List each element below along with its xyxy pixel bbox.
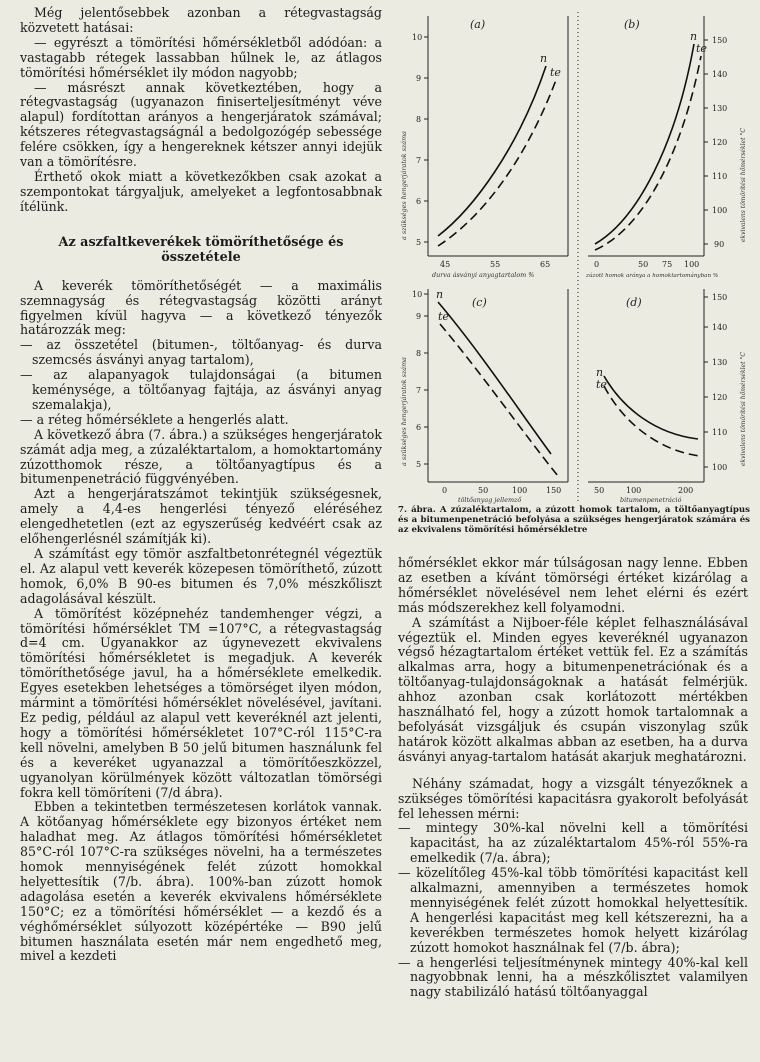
a-tick-9: 9 <box>416 74 422 83</box>
a-tick-10: 10 <box>412 33 423 42</box>
paragraph: Érthető okok miatt a következőkben csak azokat a szempontokat tárgyaljuk, amelyeket a legfontosabbnak ítélünk. <box>20 168 382 214</box>
c-xtick-0: 0 <box>442 486 448 495</box>
list-item: — az összetétel (bitumen-, töltőanyag- és durva szemcsés ásványi anyag tartalom), <box>20 337 382 368</box>
paragraph: A számítást a Nijboer-féle képlet felhasználásával végeztük el. Minden egyes keveréknél ugyanazon végső hézagtartalom értéket vettük fel. Ez a számítás alkalmas arra, hogy a bitumenpenetrációnak és a töltőanyag-tulajdonságoknak a hatását felmérjük. ahhoz azonban csak korlátozott mértékben használható fel, hogy a zúzott homok tartalomnak a befolyását vizsgáljuk és csupán viszonylag szűk határok között alkalmas abban az esetben, ha a durva ásványi anyag-tartalom hatását akarjuk meghatározni. <box>398 614 748 764</box>
d-rtick-150: 150 <box>712 293 728 302</box>
list-item: — a hengerlési teljesítménynek mintegy 40%-kal kell nagyobbnak lenni, ha a mészkőlisztet valamilyen nagy stabilizáló hatású töltőanyaggal <box>398 954 748 1000</box>
curve-label-d-n: n <box>596 366 604 379</box>
panel-label-b: (b) <box>624 18 640 31</box>
panel-label-c: (c) <box>472 296 487 309</box>
paragraph-gap <box>398 765 748 777</box>
curve-b-n <box>595 44 694 244</box>
b-xtick-100: 100 <box>684 260 700 269</box>
b-xlabel: zúzott homok aránya a homoktartományban % <box>586 273 719 279</box>
curve-label-c-te: te <box>438 310 449 323</box>
b-rtick-100: 100 <box>712 206 728 215</box>
b-rtick-150: 150 <box>712 36 728 45</box>
c-tick-9: 9 <box>416 312 422 321</box>
section-heading: Az aszfaltkeverékek tömöríthetősége és összetétele <box>58 234 344 265</box>
d-rtick-110: 110 <box>712 428 728 437</box>
d-xtick-100: 100 <box>626 486 642 495</box>
curve-label-b-te: te <box>696 42 707 55</box>
curve-d-n <box>604 376 698 439</box>
paragraph: A számítást egy tömör aszfaltbetonrétegnél végeztük el. Az alapul vett keverék közepesen tömöríthető, zúzott homok, 6,0% B 90-es bitumen és 7,0% mészkőliszt adagolásával készült. <box>20 546 382 606</box>
d-rtick-120: 120 <box>712 393 728 402</box>
curve-label-a-te: te <box>550 66 561 79</box>
a-ylabel: a szükséges hengerjáratok száma <box>400 131 408 240</box>
curve-label-d-te: te <box>596 378 607 391</box>
b-xtick-50: 50 <box>638 260 649 269</box>
paragraph: hőmérséklet ekkor már túlságosan nagy lenne. Ebben az esetben a kívánt tömörségi értéket kizárólag a hőmérséklet növelésével nem lehet elérni és ezért más módszerekhez kell folyamodni. <box>398 555 748 615</box>
list-item: — mintegy 30%-kal növelni kell a tömörítési kapacitást, ha az zúzaléktartalom 45%-ról 55%-ra emelkedik (7/a. ábra); <box>398 820 748 866</box>
c-tick-5: 5 <box>416 460 422 469</box>
a-xlabel: durva ásványi anyagtartalom % <box>432 271 535 279</box>
c-tick-6: 6 <box>416 423 422 432</box>
b-rtick-120: 120 <box>712 138 728 147</box>
right-column <box>398 556 748 1000</box>
c-xtick-50: 50 <box>478 486 489 495</box>
paragraph: A tömörítést középnehéz tandemhenger végzi, a tömörítési hőmérséklet TM =107°C, a rétegvastagság d=4 cm. Ugyanakkor az úgynevezett ekvivalens tömörítési hőmérsékletet is megadjuk. A keverék tömöríthetősége javul, ha a hőmérséklete emelkedik. Egyes esetekben lehetséges a tömörséget ilyen módon, mármint a tömörítési hőmérséklet növelésével, javítani. Ez pedig, például az alapul vett keveréknél azt jelenti, hogy a tömörítési hőmérsékletet 107°C-ról 115°C-ra kell növelni, amelyben B 50 jelű bitumen használunk fel és a keveréket ugyanazzal a tömörítőeszközzel, ugyanolyan körülmények között változatlan tömörségi fokra kell tömöríteni (7/d ábra). <box>20 605 382 800</box>
figure-caption: 7. ábra. A zúzaléktartalom, a zúzott homok tartalom, a töltőanyagtípus és a bitumenpenetráció befolyása a szükséges hengerjáratok számára és az ekvivalens tömörítési hőmérsékletre <box>398 505 750 535</box>
c-xlabel: töltőanyag jellemző <box>458 496 522 504</box>
d-xtick-200: 200 <box>678 486 694 495</box>
list-item: — az alapanyagok tulajdonságai (a bitumen keménysége, a töltőanyag fajtája, az ásványi anyag szemalakja), <box>20 367 382 412</box>
panel-label-a: (a) <box>470 18 486 31</box>
c-tick-8: 8 <box>416 349 422 358</box>
panel-label-d: (d) <box>626 296 642 309</box>
c-tick-10: 10 <box>412 290 423 299</box>
left-column <box>20 6 382 964</box>
d-rtick-140: 140 <box>712 323 728 332</box>
paragraph: Azt a hengerjáratszámot tekintjük szükségesnek, amely a 4,4-es hengerlési tényező eléréséhez elengedhetetlen (ezt az egyszerűség kedvéért csak az előhengerlésnél számítják ki). <box>20 486 382 547</box>
curve-label-c-n: n <box>436 288 444 301</box>
b-ylabel: ekvivalens tömörítési hőmérséklet °C <box>740 128 747 242</box>
paragraph: — egyrészt a tömörítési hőmérsékletből adódóan: a vastagabb rétegek lassabban hűlnek le, az átlagos tömörítési hőmérséklet ily módon nagyobb; <box>20 34 382 80</box>
list-item: — közelítőleg 45%-kal több tömörítési kapacitást kell alkalmazni, amennyiben a természetes homok mennyiségének felét zúzott homokkal helyettesítik. A hengerlési kapacitást meg kell kétszerezni, ha a keverékben természetes homok helyett kizárólag zúzott homokot használnak fel (7/b. ábra); <box>398 865 748 955</box>
curve-label-a-n: n <box>540 52 548 65</box>
list-item: — a réteg hőmérséklete a hengerlés alatt. <box>20 411 289 427</box>
a-tick-8: 8 <box>416 115 422 124</box>
paragraph: Ebben a tekintetben természetesen korlátok vannak. A kötőanyag hőmérséklete egy bizonyos értéket nem haladhat meg. Az átlagos tömörítési hőmérsékletet 85°C-ról 107°C-ra szükséges növelni, ha a természetes homok mennyiségének felét zúzott homokkal helyettesítik (7/b. ábra). 100%-ban zúzott homok adagolása esetén a keverék ekvivalens hőmérséklete 150°C; ez a tömörítési hőmérséklet — a kezdő és a véghőmérséklet súlyozott középértéke — B90 jelű bitumen használata esetén már nem engedhető meg, mivel a kezdeti <box>20 799 382 964</box>
curve-c-n <box>438 302 551 454</box>
a-xtick-55: 55 <box>490 260 501 269</box>
b-xtick-75: 75 <box>662 260 673 269</box>
a-tick-5: 5 <box>416 238 422 247</box>
paragraph: Még jelentősebbek azonban a rétegvastagság közvetett hatásai: <box>20 5 382 35</box>
curve-a-n <box>438 66 546 236</box>
paragraph: Néhány számadat, hogy a vizsgált tényezőknek a szükséges tömörítési kapacitásra gyakorolt befolyását fel lehessen mérni: <box>398 775 748 821</box>
c-xtick-100: 100 <box>512 486 528 495</box>
b-rtick-90: 90 <box>714 240 725 249</box>
d-xtick-50: 50 <box>594 486 605 495</box>
c-ylabel: a szükséges hengerjáratok száma <box>400 357 408 466</box>
paragraph: A következő ábra (7. ábra.) a szükséges hengerjáratok számát adja meg, a zúzaléktartalom, a homoktartomány zúzotthomok része, a töltőanyagtípus és a bitumenpenetráció függvényében. <box>20 426 382 487</box>
paragraph: A keverék tömöríthetőségét — a maximális szemnagyság és rétegvastagság közötti arányt figyelmen kívül hagyva — a következő tényezők határozzák meg: <box>20 277 382 338</box>
b-rtick-110: 110 <box>712 172 728 181</box>
figure-7 <box>398 4 752 504</box>
b-xtick-0: 0 <box>594 260 600 269</box>
d-rtick-130: 130 <box>712 358 728 367</box>
c-tick-7: 7 <box>416 386 422 395</box>
b-rtick-130: 130 <box>712 104 728 113</box>
paragraph: — másrészt annak következtében, hogy a rétegvastagság (ugyanazon finiserteljesítményt véve alapul) fordítottan arányos a hengerjáratok számával; kétszeres rétegvastagságnál a bedolgozógép sebessége felére csökken, így a hengereknek kétszer annyi idejük van a tömörítésre. <box>20 79 382 170</box>
a-xtick-45: 45 <box>440 260 451 269</box>
curve-label-b-n: n <box>690 30 698 43</box>
d-rtick-100: 100 <box>712 463 728 472</box>
d-ylabel: ekvivalens tömörítési hőmérséklet °C <box>740 352 747 466</box>
a-tick-6: 6 <box>416 197 422 206</box>
d-xlabel: bitumenpenetráció <box>620 496 682 504</box>
curve-c-te <box>440 324 558 476</box>
c-xtick-150: 150 <box>546 486 562 495</box>
b-rtick-140: 140 <box>712 70 728 79</box>
a-xtick-65: 65 <box>540 260 551 269</box>
a-tick-7: 7 <box>416 156 422 165</box>
